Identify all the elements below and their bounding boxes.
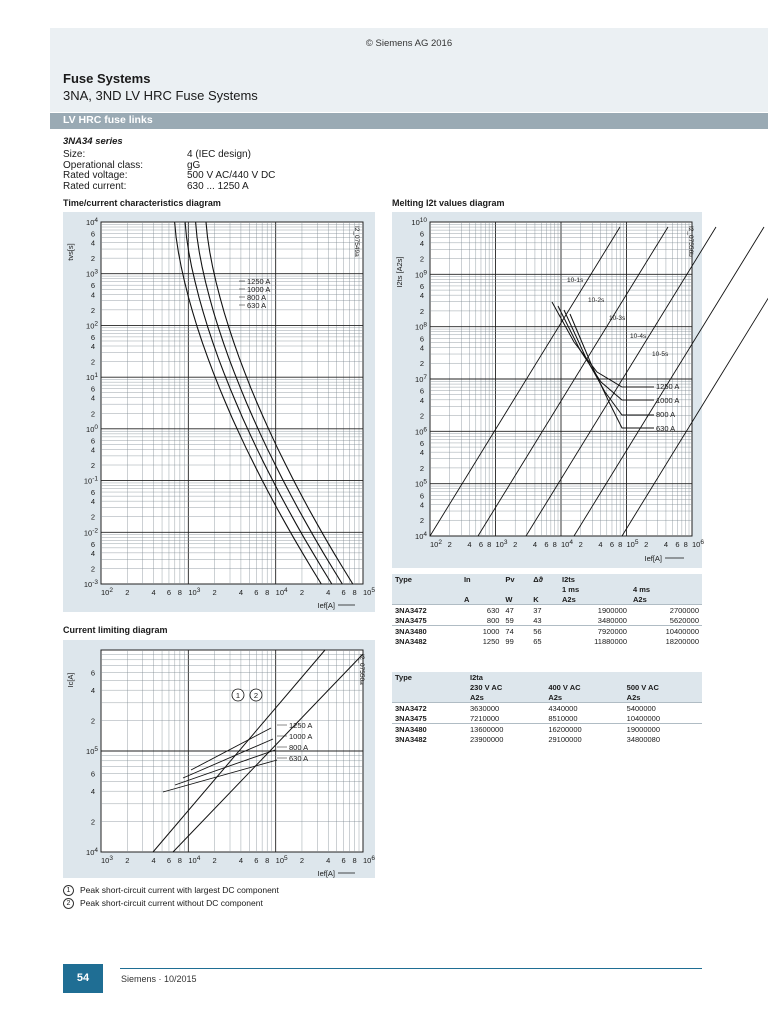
table-header-cell xyxy=(461,584,502,594)
tick-label: 106 xyxy=(363,855,375,865)
axis-label: Ief[A] xyxy=(317,601,335,610)
table-header-row xyxy=(392,594,702,605)
table-cell: 3NA3475 xyxy=(395,615,427,625)
spec-value: 500 V AC/440 V DC xyxy=(187,170,276,181)
table-header-row xyxy=(392,692,702,703)
tick-label: 6 xyxy=(90,281,95,291)
table-header-cell: A2s xyxy=(624,692,702,703)
table-header-cell xyxy=(392,682,467,692)
table-header-cell xyxy=(392,584,461,594)
table-header-cell: Type xyxy=(392,672,467,682)
table-cell: 5620000 xyxy=(669,615,699,625)
table-header-cell xyxy=(392,692,467,703)
tick-label: 2 xyxy=(212,588,217,597)
table-header-cell: A2s xyxy=(630,594,702,605)
footer-rule xyxy=(120,968,702,969)
table-header-row xyxy=(392,574,702,584)
tick-label: 101 xyxy=(86,372,98,383)
legend-label: 630 A xyxy=(247,301,267,310)
table-header-cell: A2s xyxy=(467,692,545,703)
table-cell: 56 xyxy=(530,626,559,637)
tick-label: 6 xyxy=(90,436,95,446)
table-cell: 1000 xyxy=(461,626,502,637)
tick-label: 6 xyxy=(341,588,346,597)
tick-label: 103 xyxy=(495,539,508,549)
table-cell: 19000000 xyxy=(624,724,702,735)
table-row xyxy=(392,626,702,637)
tick-label: 8 xyxy=(265,588,270,597)
tick-label: 6 xyxy=(419,281,424,291)
tick-label: 2 xyxy=(90,716,95,726)
tick-label: 102 xyxy=(101,587,113,597)
diagram-code: I2_07556b xyxy=(687,226,694,257)
table-cell: 34800080 xyxy=(626,734,661,744)
table-row xyxy=(392,713,702,724)
table-cell: 13600000 xyxy=(467,724,545,735)
time-label: 10-3s xyxy=(609,315,626,322)
footnote-marker: 2 xyxy=(63,898,74,909)
tick-label: 6 xyxy=(254,856,259,865)
table-cell: 37 xyxy=(530,605,559,616)
tick-label: 10-3 xyxy=(83,579,98,589)
table-cell: 23900000 xyxy=(470,734,504,744)
table-cell: 8510000 xyxy=(548,713,578,723)
table-header-cell: 500 V AC xyxy=(624,682,702,692)
footnote-text: Peak short-circuit current without DC component xyxy=(80,898,263,908)
tick-label: 6 xyxy=(544,540,549,549)
tick-label: 2 xyxy=(299,856,305,865)
table-header-cell xyxy=(624,672,702,682)
timecurrent-diagram xyxy=(63,212,375,612)
tick-label: 8 xyxy=(552,540,557,549)
tick-label: 2 xyxy=(90,409,95,419)
legend-label: 1250 A xyxy=(656,382,680,391)
table-header-cell: In xyxy=(461,574,502,584)
footnote-marker: 1 xyxy=(63,885,74,896)
tick-label: 105 xyxy=(363,587,375,597)
tick-label: 106 xyxy=(692,539,704,549)
tick-label: 4 xyxy=(90,393,95,403)
table-cell: 43 xyxy=(533,615,542,625)
section-bar xyxy=(50,113,768,129)
tick-label: 4 xyxy=(90,686,95,696)
tick-label: 104 xyxy=(415,531,427,541)
tick-label: 2 xyxy=(299,588,305,597)
tick-label: 6 xyxy=(90,229,95,239)
tick-label: 105 xyxy=(275,855,288,865)
table-cell: 7210000 xyxy=(470,713,500,723)
copyright: © Siemens AG 2016 xyxy=(365,38,453,49)
tick-label: 105 xyxy=(626,539,639,549)
time-label: 10-2s xyxy=(588,297,605,304)
publication-info: Siemens · 10/2015 xyxy=(121,974,197,984)
tick-label: 104 xyxy=(86,847,98,857)
tick-label: 2 xyxy=(90,512,95,522)
tick-label: 104 xyxy=(86,217,98,227)
tick-label: 8 xyxy=(352,856,357,865)
tick-label: 104 xyxy=(188,855,201,865)
tick-label: 6 xyxy=(419,386,424,396)
table-header-cell: A xyxy=(461,594,502,605)
table-cell: 3NA3480 xyxy=(392,724,467,735)
tick-label: 106 xyxy=(415,426,427,437)
table-cell: 59 xyxy=(505,615,514,625)
tick-label: 2 xyxy=(90,564,95,574)
tick-label: 2 xyxy=(447,540,452,549)
tick-label: 4 xyxy=(598,540,603,549)
tick-label: 6 xyxy=(609,540,615,549)
table-header-cell: K xyxy=(530,594,559,605)
table-cell: 3NA3482 xyxy=(395,734,427,744)
legend-label: 630 A xyxy=(289,754,309,763)
tick-label: 4 xyxy=(532,540,538,549)
tick-label: 107 xyxy=(415,374,427,384)
tick-label: 2 xyxy=(125,588,130,597)
tick-label: 6 xyxy=(419,229,424,239)
legend-label: 630 A xyxy=(656,424,676,433)
diagram-code: I2_07549a xyxy=(353,226,360,257)
fuse-data-table xyxy=(392,574,702,646)
footnote-1 xyxy=(63,885,279,896)
tick-label: 6 xyxy=(254,588,259,597)
spec-label: Rated voltage: xyxy=(63,170,128,181)
tick-label: 4 xyxy=(90,238,95,248)
circle-label: 2 xyxy=(253,691,259,700)
tick-label: 2 xyxy=(578,540,583,549)
table-row xyxy=(392,615,702,626)
tick-label: 10-1 xyxy=(83,475,98,486)
tick-label: 1010 xyxy=(411,217,427,227)
tick-label: 4 xyxy=(90,445,95,455)
table-cell: 5400000 xyxy=(624,703,702,714)
tick-label: 8 xyxy=(352,588,357,597)
tick-label: 8 xyxy=(487,540,492,549)
tick-label: 6 xyxy=(675,540,680,549)
table-cell: 99 xyxy=(505,636,514,646)
table-cell: 65 xyxy=(533,636,542,646)
spec-row xyxy=(63,182,275,193)
table-cell: 16200000 xyxy=(545,724,623,735)
table-header-cell: Type xyxy=(392,574,461,584)
tick-label: 103 xyxy=(188,587,201,597)
tick-label: 6 xyxy=(419,334,424,344)
table-cell: 29100000 xyxy=(548,734,582,744)
tick-label: 6 xyxy=(90,488,95,498)
page-subtitle: 3NA, 3ND LV HRC Fuse Systems xyxy=(63,88,258,103)
table-cell: 630 xyxy=(461,605,502,616)
time-label: 10-4s xyxy=(630,333,647,340)
tick-label: 108 xyxy=(415,321,427,332)
tick-label: 4 xyxy=(419,448,424,458)
axis-label: tvs[s] xyxy=(66,243,75,261)
tick-label: 8 xyxy=(177,588,182,597)
tick-label: 109 xyxy=(415,269,427,280)
tick-label: 4 xyxy=(663,540,669,549)
tick-label: 6 xyxy=(90,539,95,549)
circle-label: 1 xyxy=(235,691,241,700)
table-cell: 3NA3472 xyxy=(392,703,467,714)
table-header-cell: 230 V AC xyxy=(467,682,545,692)
tick-label: 2 xyxy=(90,254,95,264)
legend-label: 1000 A xyxy=(247,285,271,294)
tick-label: 4 xyxy=(151,588,156,597)
tick-label: 2 xyxy=(419,411,424,421)
legend-label: 800 A xyxy=(289,743,309,752)
spec-list xyxy=(63,150,275,192)
tick-label: 2 xyxy=(513,540,518,549)
legend-label: 1250 A xyxy=(289,721,313,730)
table-cell: 74 xyxy=(502,626,530,637)
tick-label: 2 xyxy=(419,463,424,473)
tick-label: 4 xyxy=(419,291,424,301)
time-label: 10-5s xyxy=(652,351,669,358)
table-cell: 18200000 xyxy=(665,636,699,646)
tick-label: 100 xyxy=(86,423,98,434)
page-number: 54 xyxy=(63,964,103,993)
spec-value: 4 (IEC design) xyxy=(187,149,251,160)
timecurrent-title: Time/current characteristics diagram xyxy=(63,198,221,208)
tick-label: 2 xyxy=(419,254,424,264)
tick-label: 6 xyxy=(90,769,95,779)
table-header-row xyxy=(392,672,702,682)
limiting-title: Current limiting diagram xyxy=(63,625,168,635)
timecurrent-svg xyxy=(63,212,375,612)
tick-label: 102 xyxy=(430,539,442,549)
legend-label: 1000 A xyxy=(656,396,680,405)
table-header-cell xyxy=(630,574,702,584)
tick-label: 6 xyxy=(478,540,484,549)
tick-label: 6 xyxy=(166,856,172,865)
page-title: Fuse Systems xyxy=(63,71,151,86)
tick-label: 8 xyxy=(618,540,623,549)
tick-label: 2 xyxy=(419,306,424,316)
table-cell: 3NA3472 xyxy=(392,605,461,616)
table-header-cell: Pv xyxy=(502,574,530,584)
table-header-cell: 400 V AC xyxy=(545,682,623,692)
tick-label: 6 xyxy=(90,384,95,394)
melting-svg xyxy=(392,212,702,568)
table-cell: 3NA3475 xyxy=(395,713,427,723)
table-cell: 47 xyxy=(502,605,530,616)
tick-label: 4 xyxy=(90,342,95,352)
table-row xyxy=(392,703,702,714)
table-cell: 11880000 xyxy=(594,636,627,646)
tick-label: 2 xyxy=(125,856,130,865)
tick-label: 6 xyxy=(419,438,424,448)
table-header-cell: A2s xyxy=(545,692,623,703)
tick-label: 4 xyxy=(151,856,156,865)
limiting-svg xyxy=(63,640,375,878)
table-row xyxy=(392,724,702,735)
table-header-cell xyxy=(530,584,559,594)
spec-label: Size: xyxy=(63,149,86,160)
tick-label: 104 xyxy=(561,539,573,549)
tick-label: 2 xyxy=(90,357,95,367)
tick-label: 2 xyxy=(419,516,424,526)
tick-label: 6 xyxy=(90,332,95,342)
tick-label: 4 xyxy=(238,856,243,865)
table-header-row xyxy=(392,584,702,594)
axis-label: Ief[A] xyxy=(644,554,662,563)
tick-label: 2 xyxy=(419,359,424,369)
table-header-cell: I2ts xyxy=(559,574,630,584)
spec-value: gG xyxy=(187,159,201,171)
tick-label: 4 xyxy=(326,856,331,865)
tick-label: 4 xyxy=(90,290,95,300)
time-label: 10-1s xyxy=(567,277,584,284)
tick-label: 102 xyxy=(86,320,98,331)
spec-row xyxy=(63,150,275,161)
table-cell: 3630000 xyxy=(467,703,545,714)
tick-label: 2 xyxy=(90,817,95,827)
series-title: 3NA34 series xyxy=(63,136,123,147)
table-header-cell: 4 ms xyxy=(630,584,702,594)
spec-value: 630 ... 1250 A xyxy=(187,180,249,192)
table-row xyxy=(392,605,702,616)
spec-label: Rated current: xyxy=(63,180,127,192)
table-cell: 7920000 xyxy=(559,626,630,637)
table-cell: 3NA3480 xyxy=(392,626,461,637)
i2t-table xyxy=(392,672,702,744)
tick-label: 8 xyxy=(265,856,270,865)
tick-label: 6 xyxy=(341,856,346,865)
tick-label: 4 xyxy=(419,238,424,248)
tick-label: 4 xyxy=(419,343,424,353)
axis-label: I2ts [A2s] xyxy=(395,256,404,288)
table-cell: 3480000 xyxy=(597,615,627,625)
table-header-cell xyxy=(545,672,623,682)
table-row xyxy=(392,734,702,744)
tick-label: 2 xyxy=(212,856,217,865)
table-header-cell: W xyxy=(502,594,530,605)
melting-title: Melting I2t values diagram xyxy=(392,198,505,208)
tick-label: 2 xyxy=(90,461,95,471)
tick-label: 4 xyxy=(90,497,95,507)
tick-label: 2 xyxy=(90,305,95,315)
tick-label: 4 xyxy=(90,787,95,797)
limiting-diagram xyxy=(63,640,375,878)
tick-label: 103 xyxy=(86,268,98,279)
table-header-cell: A2s xyxy=(559,594,630,605)
tick-label: 8 xyxy=(177,856,182,865)
tick-label: 104 xyxy=(275,587,288,597)
tick-label: 6 xyxy=(90,668,95,678)
tick-label: 6 xyxy=(166,588,172,597)
table-header-cell: Δϑ xyxy=(530,574,559,584)
table-cell: 1250 xyxy=(482,636,500,646)
table-header-cell xyxy=(392,594,461,605)
table-header-cell: I2ta xyxy=(467,672,545,682)
section-title: LV HRC fuse links xyxy=(63,114,153,126)
spec-row xyxy=(63,171,275,182)
table-header-row xyxy=(392,682,702,692)
tick-label: 4 xyxy=(326,588,331,597)
melting-diagram xyxy=(392,212,702,568)
axis-label: Ic[A] xyxy=(66,672,75,688)
diagram-code: I2_07550a xyxy=(358,654,365,685)
table-row xyxy=(392,636,702,646)
tick-label: 4 xyxy=(419,395,424,405)
table-cell: 10400000 xyxy=(630,626,702,637)
legend-label: 800 A xyxy=(656,410,676,419)
tick-label: 105 xyxy=(415,478,427,489)
table-header-cell xyxy=(502,584,530,594)
legend-label: 1250 A xyxy=(247,277,271,286)
axis-label: Ief[A] xyxy=(317,869,335,878)
tick-label: 4 xyxy=(467,540,472,549)
table-header-cell: 1 ms xyxy=(559,584,630,594)
tick-label: 8 xyxy=(683,540,688,549)
table-cell: 10400000 xyxy=(626,713,661,723)
tick-label: 4 xyxy=(90,548,95,558)
tick-label: 4 xyxy=(419,500,424,510)
spec-label: Operational class: xyxy=(63,159,144,171)
table-cell: 2700000 xyxy=(630,605,702,616)
footnote-2 xyxy=(63,898,263,909)
tick-label: 6 xyxy=(419,491,424,501)
table-cell: 1900000 xyxy=(559,605,630,616)
legend-label: 800 A xyxy=(247,293,267,302)
table-cell: 800 xyxy=(486,615,500,625)
plot-area xyxy=(101,222,363,584)
table-cell: 3NA3482 xyxy=(395,636,427,646)
tick-label: 2 xyxy=(644,540,649,549)
table-cell: 4340000 xyxy=(545,703,623,714)
tick-label: 10-2 xyxy=(83,527,98,538)
tick-label: 103 xyxy=(101,855,113,865)
tick-label: 4 xyxy=(238,588,243,597)
footnote-text: Peak short-circuit current with largest DC component xyxy=(80,885,279,895)
legend-label: 1000 A xyxy=(289,732,313,741)
tick-label: 105 xyxy=(86,746,98,756)
